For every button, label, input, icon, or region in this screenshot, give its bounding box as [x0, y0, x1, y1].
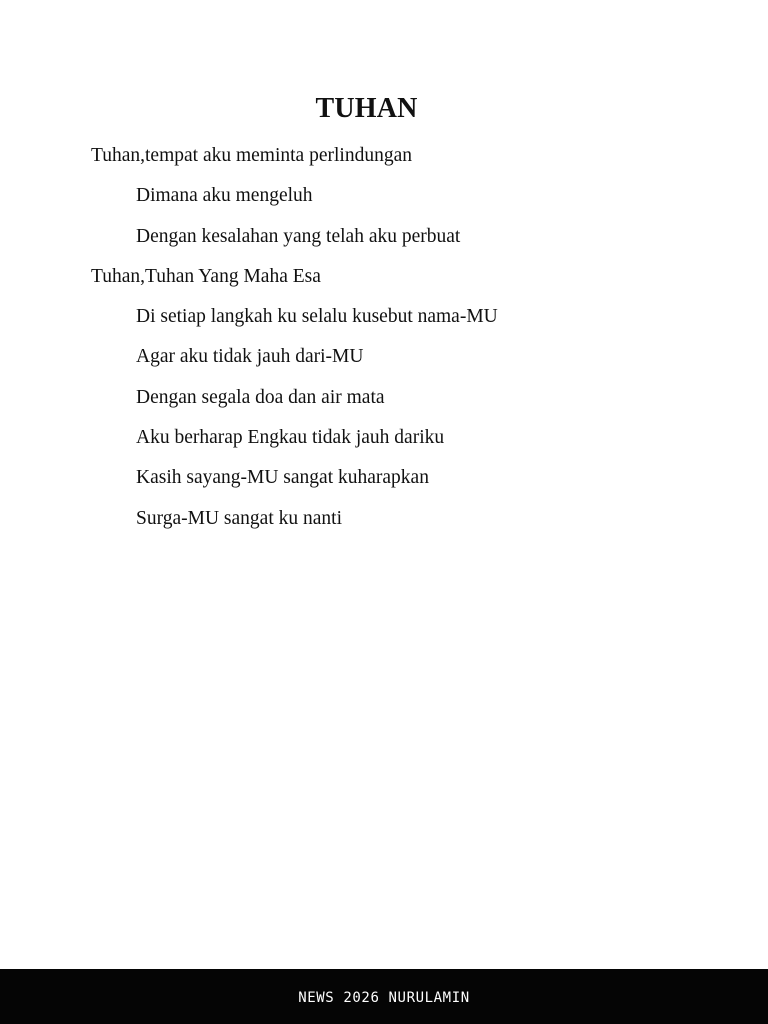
poem-line: Di setiap langkah ku selalu kusebut nama-MU [136, 306, 498, 328]
poem-body [91, 142, 498, 545]
poem-line: Kasih sayang-MU sangat kuharapkan [136, 467, 429, 489]
poem-line: Tuhan,Tuhan Yang Maha Esa [91, 265, 321, 287]
footer-text: NEWS 2026 NURULAMIN [298, 989, 470, 1006]
poem-line: Tuhan,tempat aku meminta perlindungan [91, 145, 412, 166]
poem-line: Aku berharap Engkau tidak jauh dariku [136, 427, 445, 449]
poem-line: Dengan kesalahan yang telah aku perbuat [136, 225, 461, 247]
poem-line: Dengan segala doa dan air mata [136, 386, 385, 408]
footer-banner [0, 969, 768, 1024]
poem-title: TUHAN [315, 93, 418, 124]
poem-line: Dimana aku mengeluh [136, 185, 313, 207]
poem-line: Agar aku tidak jauh dari-MU [136, 346, 364, 368]
poem-line: Surga-MU sangat ku nanti [136, 507, 342, 529]
